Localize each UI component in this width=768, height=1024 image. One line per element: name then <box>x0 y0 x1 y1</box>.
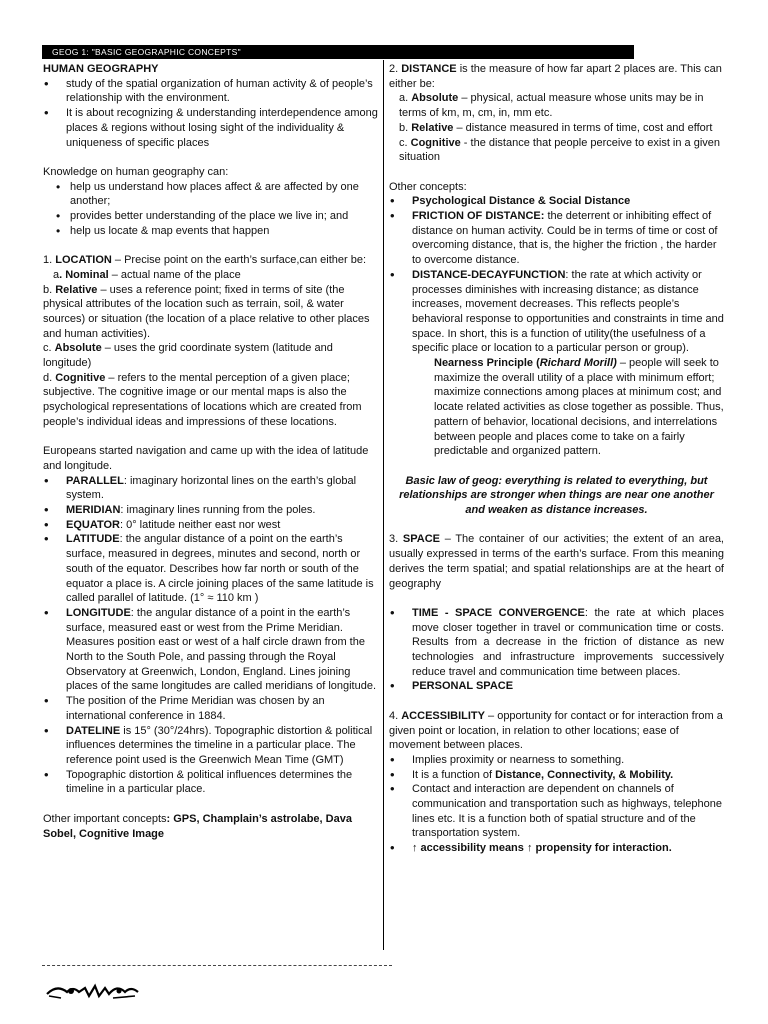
distance-relative: b. Relative – distance measured in terms of time, cost and effort <box>399 121 713 134</box>
accessibility-list <box>389 753 724 856</box>
distance-concepts-list <box>389 194 724 356</box>
distance-cognitive: c. Cognitive - the distance that people perceive to exist in a given situation <box>399 136 721 164</box>
list-item: • DATELINE is 15° (30°/24hrs). Topographic distortion & political influences determines the timeline in a particular place. The reference point used is the Greenwich Mean Time (GMT) <box>43 724 378 768</box>
list-item: • Implies proximity or nearness to something. <box>389 753 724 768</box>
list-item: • PARALLEL: imaginary horizontal lines on the earth’s global system. <box>43 474 378 503</box>
column-divider <box>383 60 384 950</box>
list-item: • EQUATOR: 0° latitude neither east nor west <box>43 518 378 533</box>
geographic-terms-list <box>43 474 378 797</box>
header-title: GEOG 1: "BASIC GEOGRAPHIC CONCEPTS" <box>52 47 241 57</box>
list-item: • MERIDIAN: imaginary lines running from the poles. <box>43 503 378 518</box>
space-section: 3. SPACE – The container of our activities; the extent of an area, usually expressed in terms of the earth’s surface. From this meaning derives the term spatial; and spatial relationships are at the heart of geography <box>389 533 724 590</box>
location-section: 1. LOCATION – Precise point on the earth’s surface,can either be: <box>43 254 367 267</box>
left-column <box>43 62 378 841</box>
list-item: • DISTANCE-DECAYFUNCTION: the rate at which activity or processes diminishes with increasing distance; as distance increases, movement decreases. This reflects people’s behavioral response to opportunities and constraints in time and space. In short, this is a function of utility(the usefulness of a specific place or location to a particular person or group). <box>389 268 724 356</box>
header-bar <box>42 45 634 59</box>
list-item: • help us understand how places affect & are affected by one another; <box>43 180 378 209</box>
other-concepts-label: Other concepts: <box>389 180 467 193</box>
location-heading: LOCATION <box>55 254 112 267</box>
list-item: • provides better understanding of the place we live in; and <box>43 209 378 224</box>
list-item: • The position of the Prime Meridian was chosen by an international conference in 1884. <box>43 694 378 723</box>
knowledge-intro: Knowledge on human geography can: <box>43 165 229 178</box>
nearness-principle: Nearness Principle (Richard Morill) – people will seek to maximize the overall utility of a place with minimum effort; maximize connections among places at minimum cost; and locate related activities as close together as possible. Thus, pattern of behavior, locational decisions, and interrelations between people and places come to take on a fairly predictable and organized pattern. <box>434 357 724 458</box>
location-absolute: c. Absolute – uses the grid coordinate system (latitude and longitude) <box>43 342 333 370</box>
footer-rule <box>42 965 392 966</box>
human-geography-title: HUMAN GEOGRAPHY <box>43 63 159 75</box>
location-relative: b. Relative – uses a reference point; fixed in terms of site (the physical attributes of the location such as terrain, soil, & water sources) or situation (the location of a place relative to other places and human activities). <box>43 283 370 340</box>
europeans-paragraph: Europeans started navigation and came up with the idea of latitude and longitude. <box>43 445 369 472</box>
accessibility-heading: ACCESSIBILITY <box>401 709 485 722</box>
location-nominal: a. Nominal – actual name of the place <box>53 268 241 281</box>
list-item: • TIME - SPACE CONVERGENCE: the rate at which places move closer together in travel or communication time or costs. Results from a decrease in the friction of distance as new technologies and infrastructure improvements successively reduce travel and communication time between places. <box>389 606 724 680</box>
list-item: • Psychological Distance & Social Distance <box>389 194 724 209</box>
accessibility-section: 4. ACCESSIBILITY – opportunity for contact or for interaction from a given point or location, in relation to other locations; ease of movement between places. <box>389 709 723 752</box>
list-item: • ↑ accessibility means ↑ propensity for interaction. <box>389 841 724 856</box>
human-geography-bullets <box>43 77 378 151</box>
list-item: • LATITUDE: the angular distance of a point on the earth’s surface, measured in degrees, minutes and second, north or south of the equator. Describes how far north or south of the equator a place is. A circle joining places of the same latitude is called parallel of latitude. (1° ≈ 110 km ) <box>43 532 378 606</box>
list-item: • study of the spatial organization of human activity & of people’s relationship with the environment. <box>43 77 378 106</box>
footer-logo-icon <box>45 980 140 1002</box>
list-item: • help us locate & map events that happen <box>43 224 378 239</box>
list-item: • It is about recognizing & understanding interdependence among places & regions without losing sight of the individuality & uniqueness of specific places <box>43 106 378 150</box>
space-heading: SPACE <box>402 533 440 546</box>
knowledge-list <box>43 180 378 239</box>
basic-law-of-geography: Basic law of geog: everything is related to everything, but relationships are stronger when things are near one another and weaken as distance increases. <box>399 474 714 517</box>
list-item: • PERSONAL SPACE <box>389 679 724 694</box>
space-concepts-list <box>389 606 724 694</box>
other-important-concepts: Other important concepts: GPS, Champlain’s astrolabe, Dava Sobel, Cognitive Image <box>43 812 352 840</box>
location-cognitive: d. Cognitive – refers to the mental perception of a given place; subjective. The cognitive image or our mental maps is also the psychological representations of locations which are created from people’s individual ideas and impressions of these locations. <box>43 371 362 428</box>
right-column <box>389 62 724 856</box>
list-item: • It is a function of Distance, Connectivity, & Mobility. <box>389 768 724 783</box>
list-item: • Contact and interaction are dependent on channels of communication and transportation such as highways, telephone lines etc. It is a function both of spatial structure and of the transportation system. <box>389 782 724 841</box>
list-item: • Topographic distortion & political influences determines the timeline in a particular place. <box>43 768 378 797</box>
list-item: • FRICTION OF DISTANCE: the deterrent or inhibiting effect of distance on human activity. Could be in terms of time or cost of overcoming distance, that is, the higher the friction , the harder to overcome distance. <box>389 209 724 268</box>
distance-absolute: a. Absolute – physical, actual measure whose units may be in terms of km, m, cm, in, mm etc. <box>399 92 704 120</box>
distance-section: 2. DISTANCE is the measure of how far apart 2 places are. This can either be: <box>389 63 722 90</box>
distance-heading: DISTANCE <box>401 63 457 75</box>
list-item: • LONGITUDE: the angular distance of a point in the earth’s surface, measured east or west from the Prime Meridian. Measures position east or west of a half circle drawn from the North to the South Pole, and passing through the Royal Observatory at Greenwich, London, England. Lines joining places of the same longitudes are called meridians of longitude. <box>43 606 378 694</box>
